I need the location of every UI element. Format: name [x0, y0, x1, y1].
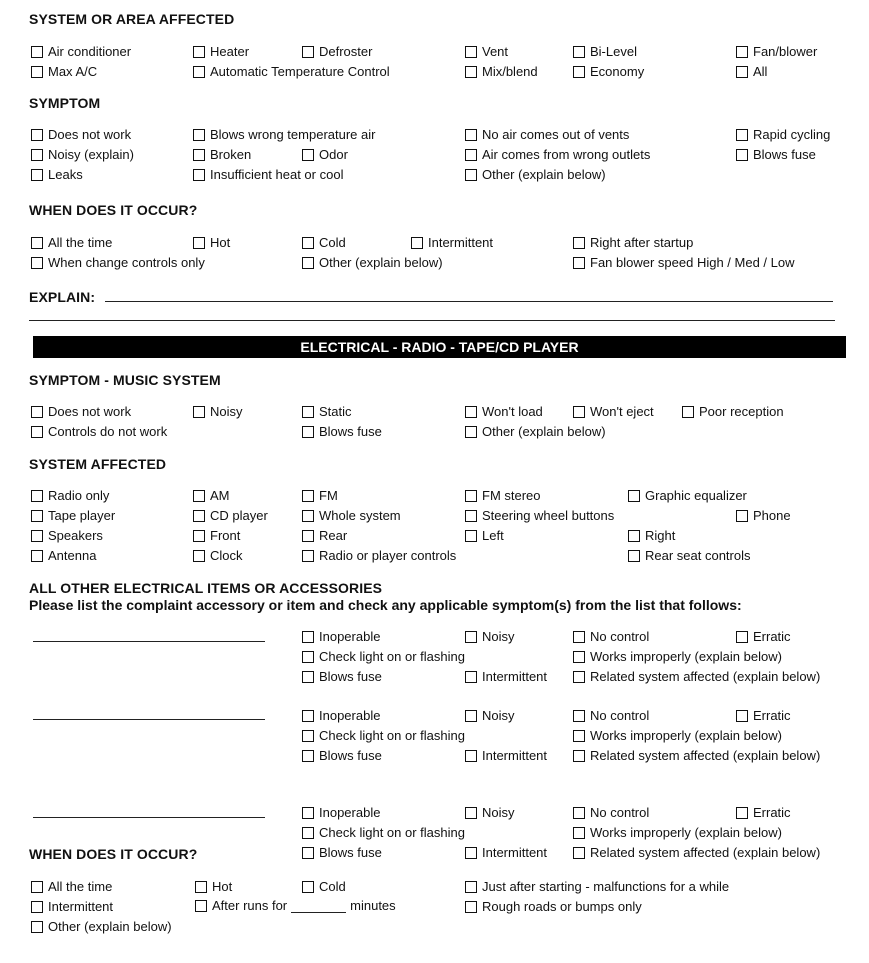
checkbox-fm[interactable]	[302, 488, 338, 504]
checkbox-noisy[interactable]	[465, 805, 515, 821]
item-blank-line-1[interactable]	[33, 641, 265, 642]
checkbox-label: Poor reception	[699, 404, 784, 419]
checkbox-label: Related system affected (explain below)	[590, 669, 821, 684]
checkbox-label: Mix/blend	[482, 64, 538, 79]
checkbox-check-light-on-or-flashing[interactable]	[302, 649, 465, 665]
checkbox-inoperable[interactable]	[302, 708, 380, 724]
checkbox-box[interactable]	[302, 827, 314, 839]
checkbox-intermittent[interactable]	[465, 669, 547, 685]
checkbox-radio-only[interactable]	[31, 488, 109, 504]
checkbox-label: Blows fuse	[319, 845, 382, 860]
checkbox-box[interactable]	[465, 631, 477, 643]
checkbox-label: Right after startup	[590, 235, 694, 250]
checkbox-does-not-work[interactable]	[31, 127, 131, 143]
checkbox-label: Works improperly (explain below)	[590, 649, 782, 664]
checkbox-box[interactable]	[573, 750, 585, 762]
checkbox-label: Does not work	[48, 127, 132, 142]
checkbox-blows-fuse[interactable]	[736, 147, 816, 163]
checkbox-label: Intermittent	[48, 899, 114, 914]
checkbox-air-conditioner[interactable]	[31, 44, 131, 60]
checkbox-clock[interactable]	[193, 548, 243, 564]
checkbox-box[interactable]	[193, 510, 205, 522]
checkbox-label: Odor	[319, 147, 348, 162]
checkbox-blows-fuse[interactable]	[302, 845, 382, 861]
explain-line-2[interactable]	[29, 320, 835, 321]
checkbox-whole-system[interactable]	[302, 508, 401, 524]
checkbox-erratic[interactable]	[736, 708, 791, 724]
checkbox-label: Rear seat controls	[645, 548, 751, 563]
checkbox-mix-blend[interactable]	[465, 64, 538, 80]
checkbox-box[interactable]	[193, 530, 205, 542]
checkbox-odor[interactable]	[302, 147, 348, 163]
checkbox-label: Noisy	[482, 629, 515, 644]
checkbox-box[interactable]	[465, 406, 477, 418]
checkbox-label: Inoperable	[319, 629, 381, 644]
checkbox-label: Cold	[319, 879, 346, 894]
checkbox-works-improperly-explain-below[interactable]	[573, 649, 782, 665]
explain-label: EXPLAIN:	[29, 289, 96, 305]
checkbox-box[interactable]	[465, 710, 477, 722]
checkbox-no-air-comes-out-of-vents[interactable]	[465, 127, 629, 143]
checkbox-does-not-work[interactable]	[31, 404, 131, 420]
checkbox-label: Blows fuse	[319, 748, 382, 763]
checkbox-box[interactable]	[302, 510, 314, 522]
checkbox-label: Radio only	[48, 488, 110, 503]
checkbox-box[interactable]	[573, 46, 585, 58]
checkbox-box[interactable]	[302, 490, 314, 502]
checkbox-label: CD player	[210, 508, 268, 523]
checkbox-label: Check light on or flashing	[319, 728, 465, 743]
checkbox-box[interactable]	[31, 149, 43, 161]
item-blank-line-3[interactable]	[33, 817, 265, 818]
checkbox-broken[interactable]	[193, 147, 251, 163]
checkbox-label: No control	[590, 629, 650, 644]
item-blank-line-2[interactable]	[33, 719, 265, 720]
section-title-system-area: SYSTEM OR AREA AFFECTED	[29, 11, 235, 27]
checkbox-label: Max A/C	[48, 64, 98, 79]
checkbox-am[interactable]	[193, 488, 230, 504]
checkbox-heater[interactable]	[193, 44, 249, 60]
checkbox-box[interactable]	[302, 530, 314, 542]
checkbox-label: Related system affected (explain below)	[590, 845, 821, 860]
minutes-blank[interactable]	[291, 900, 346, 913]
checkbox-label: Automatic Temperature Control	[210, 64, 390, 79]
checkbox-label: Steering wheel buttons	[482, 508, 615, 523]
checkbox-label: Clock	[210, 548, 243, 563]
checkbox-phone[interactable]	[736, 508, 791, 524]
checkbox-box[interactable]	[465, 671, 477, 683]
checkbox-box[interactable]	[682, 406, 694, 418]
checkbox-cold[interactable]	[302, 879, 346, 895]
checkbox-box[interactable]	[302, 550, 314, 562]
checkbox-fm-stereo[interactable]	[465, 488, 541, 504]
checkbox-label: Rapid cycling	[753, 127, 831, 142]
checkbox-box[interactable]	[465, 66, 477, 78]
checkbox-label: Phone	[753, 508, 791, 523]
checkbox-label: FM	[319, 488, 338, 503]
checkbox-label: Intermittent	[482, 669, 548, 684]
checkbox-label: Blows fuse	[319, 424, 382, 439]
checkbox-label: Tape player	[48, 508, 116, 523]
checkbox-fan-blower-speed-high-med-low[interactable]	[573, 255, 795, 271]
explain-line-1[interactable]	[105, 301, 833, 302]
checkbox-label: Intermittent	[428, 235, 494, 250]
checkbox-box[interactable]	[31, 406, 43, 418]
checkbox-label: Fan/blower	[753, 44, 818, 59]
checkbox-graphic-equalizer[interactable]	[628, 488, 747, 504]
checkbox-inoperable[interactable]	[302, 629, 380, 645]
section-instructions: Please list the complaint accessory or item and check any applicable symptom(s) from the list that follows:	[29, 597, 742, 613]
checkbox-label: Erratic	[753, 708, 791, 723]
checkbox-intermittent[interactable]	[465, 748, 547, 764]
checkbox-erratic[interactable]	[736, 629, 791, 645]
checkbox-label: Related system affected (explain below)	[590, 748, 821, 763]
checkbox-label: Hot	[210, 235, 231, 250]
checkbox-box[interactable]	[302, 46, 314, 58]
checkbox-box[interactable]	[573, 257, 585, 269]
section-title-when-occur-2: WHEN DOES IT OCCUR?	[29, 846, 198, 862]
checkbox-box[interactable]	[193, 406, 205, 418]
checkbox-box[interactable]	[302, 149, 314, 161]
checkbox-label: Controls do not work	[48, 424, 168, 439]
checkbox-when-change-controls-only[interactable]	[31, 255, 205, 271]
checkbox-insufficient-heat-or-cool[interactable]	[193, 167, 343, 183]
checkbox-label: Does not work	[48, 404, 132, 419]
section-title-when-occur: WHEN DOES IT OCCUR?	[29, 202, 198, 218]
checkbox-box[interactable]	[465, 881, 477, 893]
checkbox-box[interactable]	[31, 257, 43, 269]
checkbox-speakers[interactable]	[31, 528, 103, 544]
checkbox-label: AM	[210, 488, 230, 503]
checkbox-box[interactable]	[302, 847, 314, 859]
checkbox-box[interactable]	[736, 129, 748, 141]
minutes-label: minutes	[350, 898, 396, 913]
checkbox-label: Radio or player controls	[319, 548, 457, 563]
checkbox-box[interactable]	[193, 66, 205, 78]
checkbox-steering-wheel-buttons[interactable]	[465, 508, 614, 524]
checkbox-box[interactable]	[573, 847, 585, 859]
checkbox-label: FM stereo	[482, 488, 541, 503]
checkbox-label: All the time	[48, 235, 113, 250]
checkbox-intermittent[interactable]	[465, 845, 547, 861]
checkbox-label: Intermittent	[482, 845, 548, 860]
checkbox-label: Won't eject	[590, 404, 654, 419]
checkbox-label: Air conditioner	[48, 44, 132, 59]
checkbox-label: Other (explain below)	[482, 424, 606, 439]
checkbox-box[interactable]	[573, 671, 585, 683]
checkbox-box[interactable]	[302, 750, 314, 762]
checkbox-label: All	[753, 64, 768, 79]
checkbox-label: Front	[210, 528, 241, 543]
checkbox-intermittent[interactable]	[31, 899, 113, 915]
checkbox-label: Blows fuse	[319, 669, 382, 684]
checkbox-label: Other (explain below)	[319, 255, 443, 270]
checkbox-box[interactable]	[31, 510, 43, 522]
checkbox-front[interactable]	[193, 528, 240, 544]
checkbox-box[interactable]	[465, 426, 477, 438]
checkbox-box[interactable]	[628, 530, 640, 542]
checkbox-vent[interactable]	[465, 44, 508, 60]
checkbox-economy[interactable]	[573, 64, 644, 80]
checkbox-right[interactable]	[628, 528, 675, 544]
checkbox-other-explain-below[interactable]	[302, 255, 443, 271]
checkbox-max-a-c[interactable]	[31, 64, 97, 80]
checkbox-label: Inoperable	[319, 805, 381, 820]
checkbox-fan-blower[interactable]	[736, 44, 817, 60]
checkbox-label: Works improperly (explain below)	[590, 825, 782, 840]
checkbox-box[interactable]	[31, 901, 43, 913]
checkbox-radio-or-player-controls[interactable]	[302, 548, 456, 564]
checkbox-antenna[interactable]	[31, 548, 96, 564]
checkbox-check-light-on-or-flashing[interactable]	[302, 825, 465, 841]
checkbox-box[interactable]	[465, 169, 477, 181]
checkbox-box[interactable]	[193, 490, 205, 502]
checkbox-label: Erratic	[753, 629, 791, 644]
checkbox-blows-fuse[interactable]	[302, 669, 382, 685]
checkbox-box[interactable]	[573, 651, 585, 663]
checkbox-box[interactable]	[31, 46, 43, 58]
checkbox-box[interactable]	[195, 900, 207, 912]
checkbox-leaks[interactable]	[31, 167, 83, 183]
checkbox-box[interactable]	[573, 730, 585, 742]
checkbox-box[interactable]	[736, 66, 748, 78]
checkbox-label: After runs for	[212, 898, 288, 913]
checkbox-label: Defroster	[319, 44, 373, 59]
checkbox-label: Whole system	[319, 508, 401, 523]
section-title-system-affected: SYSTEM AFFECTED	[29, 456, 167, 472]
checkbox-box[interactable]	[302, 651, 314, 663]
checkbox-label: Heater	[210, 44, 250, 59]
checkbox-cold[interactable]	[302, 235, 346, 251]
checkbox-blows-fuse[interactable]	[302, 748, 382, 764]
checkbox-box[interactable]	[302, 631, 314, 643]
checkbox-box[interactable]	[628, 490, 640, 502]
checkbox-box[interactable]	[465, 129, 477, 141]
checkbox-box[interactable]	[302, 257, 314, 269]
section-banner: ELECTRICAL - RADIO - TAPE/CD PLAYER	[33, 336, 846, 358]
checkbox-box[interactable]	[193, 550, 205, 562]
checkbox-box[interactable]	[573, 710, 585, 722]
section-title-music-symptom: SYMPTOM - MUSIC SYSTEM	[29, 372, 221, 388]
checkbox-box[interactable]	[193, 129, 205, 141]
checkbox-no-control[interactable]	[573, 629, 649, 645]
checkbox-box[interactable]	[465, 490, 477, 502]
checkbox-box[interactable]	[628, 550, 640, 562]
checkbox-related-system-affected-explain-below[interactable]	[573, 748, 820, 764]
checkbox-blows-wrong-temperature-air[interactable]	[193, 127, 375, 143]
checkbox-box[interactable]	[31, 426, 43, 438]
checkbox-box[interactable]	[736, 149, 748, 161]
checkbox-box[interactable]	[193, 237, 205, 249]
checkbox-label: Graphic equalizer	[645, 488, 747, 503]
checkbox-box[interactable]	[302, 406, 314, 418]
checkbox-all[interactable]	[736, 64, 767, 80]
checkbox-label: When change controls only	[48, 255, 205, 270]
checkbox-hot[interactable]	[195, 879, 232, 895]
checkbox-inoperable[interactable]	[302, 805, 380, 821]
checkbox-box[interactable]	[465, 807, 477, 819]
checkbox-label: Rear	[319, 528, 348, 543]
checkbox-box[interactable]	[465, 847, 477, 859]
checkbox-box[interactable]	[573, 237, 585, 249]
checkbox-no-control[interactable]	[573, 805, 649, 821]
checkbox-label: Antenna	[48, 548, 97, 563]
checkbox-label: Speakers	[48, 528, 103, 543]
checkbox-noisy[interactable]	[465, 708, 515, 724]
checkbox-box[interactable]	[573, 631, 585, 643]
checkbox-label: All the time	[48, 879, 113, 894]
checkbox-label: Noisy	[482, 708, 515, 723]
checkbox-box[interactable]	[31, 921, 43, 933]
checkbox-rear[interactable]	[302, 528, 347, 544]
checkbox-box[interactable]	[573, 827, 585, 839]
checkbox-label: Check light on or flashing	[319, 649, 465, 664]
checkbox-box[interactable]	[31, 66, 43, 78]
checkbox-intermittent[interactable]	[411, 235, 493, 251]
checkbox-check-light-on-or-flashing[interactable]	[302, 728, 465, 744]
checkbox-box[interactable]	[736, 807, 748, 819]
checkbox-all-the-time[interactable]	[31, 235, 112, 251]
checkbox-label: Erratic	[753, 805, 791, 820]
checkbox-won-t-eject[interactable]	[573, 404, 654, 420]
checkbox-label: Noisy	[482, 805, 515, 820]
checkbox-box[interactable]	[31, 129, 43, 141]
checkbox-label: Noisy	[210, 404, 243, 419]
checkbox-rear-seat-controls[interactable]	[628, 548, 751, 564]
checkbox-label: Just after starting - malfunctions for a while	[482, 879, 730, 894]
checkbox-all-the-time[interactable]	[31, 879, 112, 895]
section-title-other-electrical: ALL OTHER ELECTRICAL ITEMS OR ACCESSORIES	[29, 580, 383, 596]
checkbox-label: Leaks	[48, 167, 83, 182]
checkbox-box[interactable]	[465, 901, 477, 913]
checkbox-noisy-explain[interactable]	[31, 147, 134, 163]
checkbox-box[interactable]	[195, 881, 207, 893]
checkbox-box[interactable]	[465, 46, 477, 58]
checkbox-won-t-load[interactable]	[465, 404, 543, 420]
checkbox-box[interactable]	[573, 807, 585, 819]
checkbox-box[interactable]	[193, 46, 205, 58]
checkbox-label: Static	[319, 404, 352, 419]
checkbox-poor-reception[interactable]	[682, 404, 784, 420]
checkbox-box[interactable]	[31, 550, 43, 562]
checkbox-related-system-affected-explain-below[interactable]	[573, 669, 820, 685]
checkbox-box[interactable]	[302, 807, 314, 819]
checkbox-box[interactable]	[573, 406, 585, 418]
checkbox-noisy[interactable]	[465, 629, 515, 645]
checkbox-label: Inoperable	[319, 708, 381, 723]
checkbox-label: Other (explain below)	[48, 919, 172, 934]
checkbox-box[interactable]	[302, 426, 314, 438]
checkbox-noisy[interactable]	[193, 404, 243, 420]
checkbox-other-explain-below[interactable]	[31, 919, 172, 935]
checkbox-label: Bi-Level	[590, 44, 637, 59]
checkbox-label: Vent	[482, 44, 509, 59]
checkbox-label: Hot	[212, 879, 233, 894]
checkbox-left[interactable]	[465, 528, 504, 544]
checkbox-label: Check light on or flashing	[319, 825, 465, 840]
checkbox-box[interactable]	[465, 149, 477, 161]
checkbox-box[interactable]	[302, 730, 314, 742]
checkbox-other-explain-below[interactable]	[465, 167, 606, 183]
checkbox-box[interactable]	[302, 710, 314, 722]
checkbox-label: Insufficient heat or cool	[210, 167, 344, 182]
checkbox-label: Left	[482, 528, 504, 543]
checkbox-works-improperly-explain-below[interactable]	[573, 825, 782, 841]
checkbox-label: Economy	[590, 64, 645, 79]
checkbox-label: Intermittent	[482, 748, 548, 763]
checkbox-label: No air comes out of vents	[482, 127, 630, 142]
checkbox-box[interactable]	[302, 237, 314, 249]
checkbox-static[interactable]	[302, 404, 352, 420]
checkbox-label: No control	[590, 708, 650, 723]
checkbox-air-comes-from-wrong-outlets[interactable]	[465, 147, 650, 163]
checkbox-box[interactable]	[573, 66, 585, 78]
checkbox-rapid-cycling[interactable]	[736, 127, 830, 143]
checkbox-box[interactable]	[736, 710, 748, 722]
checkbox-no-control[interactable]	[573, 708, 649, 724]
checkbox-box[interactable]	[736, 510, 748, 522]
checkbox-controls-do-not-work[interactable]	[31, 424, 167, 440]
checkbox-label: Fan blower speed High / Med / Low	[590, 255, 795, 270]
checkbox-erratic[interactable]	[736, 805, 791, 821]
checkbox-right-after-startup[interactable]	[573, 235, 693, 251]
checkbox-label: No control	[590, 805, 650, 820]
checkbox-box[interactable]	[31, 169, 43, 181]
checkbox-box[interactable]	[31, 237, 43, 249]
checkbox-label: Other (explain below)	[482, 167, 606, 182]
checkbox-other-explain-below[interactable]	[465, 424, 606, 440]
checkbox-box[interactable]	[31, 530, 43, 542]
checkbox-bi-level[interactable]	[573, 44, 637, 60]
checkbox-blows-fuse[interactable]	[302, 424, 382, 440]
checkbox-label: Air comes from wrong outlets	[482, 147, 651, 162]
checkbox-box[interactable]	[31, 881, 43, 893]
checkbox-automatic-temperature-control[interactable]	[193, 64, 390, 80]
checkbox-label: Noisy (explain)	[48, 147, 134, 162]
checkbox-after-runs-for[interactable]	[195, 898, 396, 914]
checkbox-box[interactable]	[193, 169, 205, 181]
checkbox-label: Broken	[210, 147, 252, 162]
checkbox-box[interactable]	[465, 530, 477, 542]
checkbox-hot[interactable]	[193, 235, 230, 251]
checkbox-box[interactable]	[736, 631, 748, 643]
section-title-symptom: SYMPTOM	[29, 95, 101, 111]
checkbox-box[interactable]	[302, 671, 314, 683]
checkbox-label: Won't load	[482, 404, 543, 419]
checkbox-just-after-starting-malfunctions-for-a-while[interactable]	[465, 879, 729, 895]
checkbox-box[interactable]	[31, 490, 43, 502]
checkbox-defroster[interactable]	[302, 44, 372, 60]
checkbox-box[interactable]	[411, 237, 423, 249]
checkbox-box[interactable]	[736, 46, 748, 58]
checkbox-label: Works improperly (explain below)	[590, 728, 782, 743]
checkbox-related-system-affected-explain-below[interactable]	[573, 845, 820, 861]
checkbox-label: Blows wrong temperature air	[210, 127, 376, 142]
checkbox-label: Right	[645, 528, 676, 543]
checkbox-label: Cold	[319, 235, 346, 250]
checkbox-tape-player[interactable]	[31, 508, 115, 524]
checkbox-rough-roads-or-bumps-only[interactable]	[465, 899, 642, 915]
checkbox-box[interactable]	[465, 510, 477, 522]
checkbox-box[interactable]	[302, 881, 314, 893]
checkbox-cd-player[interactable]	[193, 508, 268, 524]
checkbox-label: Rough roads or bumps only	[482, 899, 642, 914]
checkbox-label: Blows fuse	[753, 147, 816, 162]
checkbox-works-improperly-explain-below[interactable]	[573, 728, 782, 744]
checkbox-box[interactable]	[193, 149, 205, 161]
checkbox-box[interactable]	[465, 750, 477, 762]
